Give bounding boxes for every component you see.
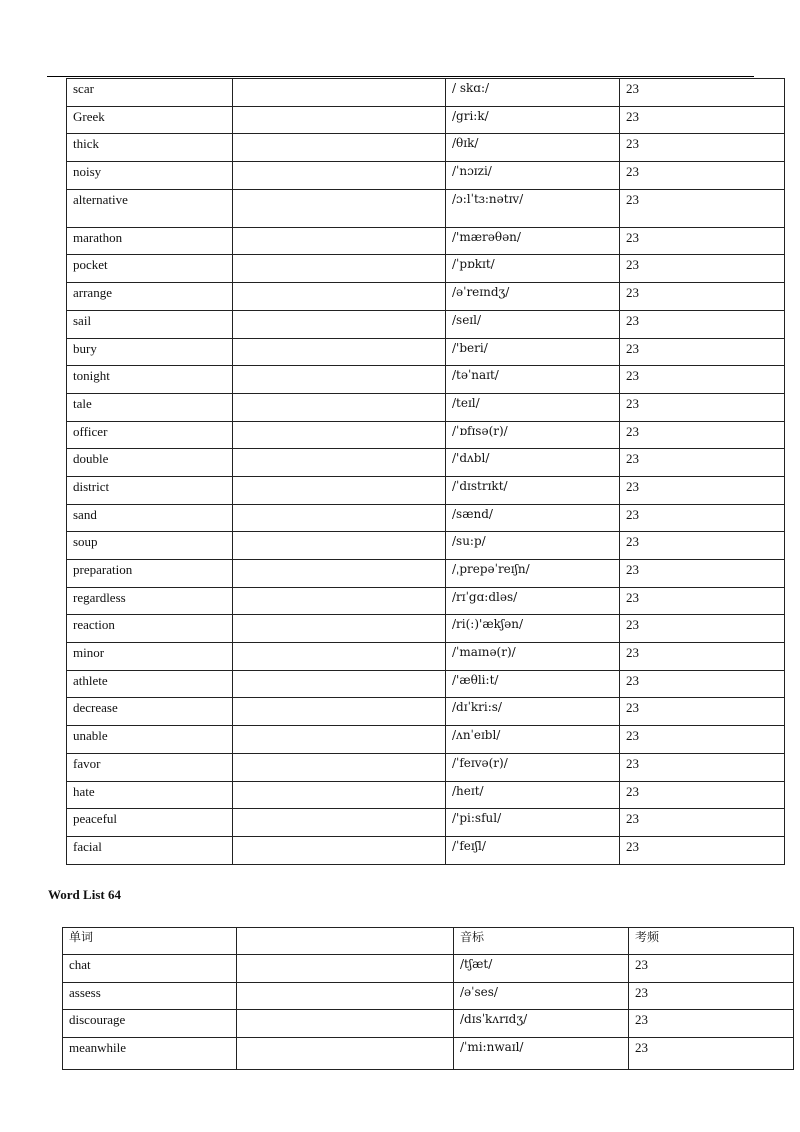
blank-cell: [233, 809, 446, 837]
phonetic-cell: /ˌprepəˈreɪʃn/: [446, 560, 620, 588]
word-cell: pocket: [67, 255, 233, 283]
blank-cell: [233, 338, 446, 366]
table-row: [63, 1010, 794, 1038]
word-cell: athlete: [67, 670, 233, 698]
word-cell: double: [67, 449, 233, 477]
blank-cell: [237, 955, 454, 983]
table-row: [67, 560, 785, 588]
frequency-cell: 23: [620, 836, 785, 864]
word-cell: tale: [67, 393, 233, 421]
table-row: [67, 134, 785, 162]
blank-cell: [233, 310, 446, 338]
table-row: [67, 255, 785, 283]
word-cell: tonight: [67, 366, 233, 394]
word-cell: district: [67, 476, 233, 504]
frequency-cell: 23: [620, 338, 785, 366]
frequency-cell: 23: [629, 982, 794, 1010]
phonetic-cell: /ʌnˈeɪbl/: [446, 726, 620, 754]
phonetic-cell: /təˈnaɪt/: [446, 366, 620, 394]
table-row: [67, 643, 785, 671]
frequency-cell: 23: [620, 504, 785, 532]
phonetic-cell: /ˈmaɪnə(r)/: [446, 643, 620, 671]
blank-cell: [237, 982, 454, 1010]
frequency-cell: 23: [620, 670, 785, 698]
phonetic-cell: /'pi:sful/: [446, 809, 620, 837]
phonetic-cell: /dɪsˈkʌrɪdʒ/: [454, 1010, 629, 1038]
table-row: [63, 982, 794, 1010]
word-cell: preparation: [67, 560, 233, 588]
table-row: [67, 310, 785, 338]
blank-cell: [233, 162, 446, 190]
phonetic-cell: /ɔ:lˈtɜ:nətɪv/: [446, 189, 620, 227]
blank-cell: [233, 366, 446, 394]
word-cell: assess: [63, 982, 237, 1010]
frequency-cell: 23: [620, 781, 785, 809]
table-row: [63, 955, 794, 983]
table-row: [67, 366, 785, 394]
table-row: [67, 753, 785, 781]
table-row: [67, 532, 785, 560]
phonetic-cell: /'beri/: [446, 338, 620, 366]
frequency-cell: 23: [620, 560, 785, 588]
word-cell: facial: [67, 836, 233, 864]
word-cell: alternative: [67, 189, 233, 227]
frequency-cell: 23: [620, 587, 785, 615]
frequency-cell: 23: [620, 134, 785, 162]
word-cell: bury: [67, 338, 233, 366]
blank-cell: [233, 449, 446, 477]
blank-cell: [233, 421, 446, 449]
frequency-cell: 23: [620, 753, 785, 781]
frequency-cell: 23: [620, 310, 785, 338]
table-row: [67, 79, 785, 107]
blank-cell: [233, 560, 446, 588]
blank-cell: [233, 670, 446, 698]
table-row: [67, 476, 785, 504]
blank-cell: [233, 698, 446, 726]
frequency-cell: 23: [620, 449, 785, 477]
blank-cell: [233, 227, 446, 255]
blank-cell: [237, 1037, 454, 1069]
frequency-cell: 23: [620, 366, 785, 394]
table-row: [67, 227, 785, 255]
frequency-cell: 23: [620, 283, 785, 311]
word-cell: soup: [67, 532, 233, 560]
header-phonetic: 音标: [454, 928, 629, 955]
table-row: [67, 615, 785, 643]
phonetic-cell: /teɪl/: [446, 393, 620, 421]
blank-cell: [233, 836, 446, 864]
phonetic-cell: /ˈnɔɪzi/: [446, 162, 620, 190]
table-row: [67, 106, 785, 134]
frequency-cell: 23: [620, 393, 785, 421]
blank-cell: [233, 781, 446, 809]
frequency-cell: 23: [620, 421, 785, 449]
phonetic-cell: /heɪt/: [446, 781, 620, 809]
frequency-cell: 23: [629, 1010, 794, 1038]
word-cell: discourage: [63, 1010, 237, 1038]
blank-cell: [237, 1010, 454, 1038]
table-row: [67, 781, 785, 809]
phonetic-cell: /su:p/: [446, 532, 620, 560]
phonetic-cell: /ˈmi:nwaɪl/: [454, 1037, 629, 1069]
word-list-title: Word List 64: [48, 887, 121, 902]
word-cell: hate: [67, 781, 233, 809]
table-row: [67, 726, 785, 754]
table-row: [67, 338, 785, 366]
blank-cell: [233, 643, 446, 671]
word-cell: scar: [67, 79, 233, 107]
phonetic-cell: /ˈfeɪvə(r)/: [446, 753, 620, 781]
frequency-cell: 23: [620, 809, 785, 837]
phonetic-cell: /ˈpɒkɪt/: [446, 255, 620, 283]
page-header-rule: [47, 76, 754, 77]
table-row: [67, 393, 785, 421]
blank-cell: [233, 532, 446, 560]
blank-cell: [233, 504, 446, 532]
frequency-cell: 23: [629, 1037, 794, 1069]
phonetic-cell: /ˈfeɪʃl/: [446, 836, 620, 864]
blank-cell: [233, 79, 446, 107]
phonetic-cell: /əˈreɪndʒ/: [446, 283, 620, 311]
frequency-cell: 23: [620, 189, 785, 227]
word-cell: regardless: [67, 587, 233, 615]
table-row: [67, 504, 785, 532]
blank-cell: [233, 255, 446, 283]
word-cell: marathon: [67, 227, 233, 255]
word-cell: unable: [67, 726, 233, 754]
phonetic-cell: /'mærəθən/: [446, 227, 620, 255]
phonetic-cell: /ˈɒfɪsə(r)/: [446, 421, 620, 449]
blank-cell: [233, 283, 446, 311]
phonetic-cell: /sænd/: [446, 504, 620, 532]
word-cell: sand: [67, 504, 233, 532]
phonetic-cell: /ˈdɪstrɪkt/: [446, 476, 620, 504]
table-row: [67, 449, 785, 477]
blank-cell: [233, 587, 446, 615]
word-cell: noisy: [67, 162, 233, 190]
word-cell: thick: [67, 134, 233, 162]
table-row: [67, 670, 785, 698]
word-cell: sail: [67, 310, 233, 338]
frequency-cell: 23: [620, 162, 785, 190]
phonetic-cell: /tʃæt/: [454, 955, 629, 983]
word-cell: meanwhile: [63, 1037, 237, 1069]
header-word: 单词: [63, 928, 237, 955]
word-cell: Greek: [67, 106, 233, 134]
blank-cell: [233, 106, 446, 134]
word-cell: minor: [67, 643, 233, 671]
table-row: [67, 162, 785, 190]
frequency-cell: 23: [620, 643, 785, 671]
frequency-cell: 23: [620, 476, 785, 504]
header-frequency: 考频: [629, 928, 794, 955]
word-table-continued: [66, 78, 785, 865]
frequency-cell: 23: [620, 255, 785, 283]
frequency-cell: 23: [620, 532, 785, 560]
frequency-cell: 23: [620, 227, 785, 255]
phonetic-cell: /rɪˈgɑ:dləs/: [446, 587, 620, 615]
word-cell: decrease: [67, 698, 233, 726]
phonetic-cell: / skɑ:/: [446, 79, 620, 107]
phonetic-cell: /'æθli:t/: [446, 670, 620, 698]
blank-cell: [233, 189, 446, 227]
table-row: [67, 587, 785, 615]
phonetic-cell: /gri:k/: [446, 106, 620, 134]
word-cell: officer: [67, 421, 233, 449]
phonetic-cell: /seɪl/: [446, 310, 620, 338]
blank-cell: [233, 753, 446, 781]
table-row: [67, 698, 785, 726]
frequency-cell: 23: [620, 106, 785, 134]
phonetic-cell: /əˈses/: [454, 982, 629, 1010]
table-row: [63, 1037, 794, 1069]
frequency-cell: 23: [620, 79, 785, 107]
blank-cell: [233, 726, 446, 754]
phonetic-cell: /θɪk/: [446, 134, 620, 162]
blank-cell: [233, 615, 446, 643]
table-row: [67, 283, 785, 311]
word-cell: favor: [67, 753, 233, 781]
phonetic-cell: /ri(:)'ækʃən/: [446, 615, 620, 643]
table-row: [67, 421, 785, 449]
blank-cell: [233, 134, 446, 162]
frequency-cell: 23: [620, 726, 785, 754]
blank-cell: [233, 393, 446, 421]
word-cell: arrange: [67, 283, 233, 311]
frequency-cell: 23: [629, 955, 794, 983]
frequency-cell: 23: [620, 615, 785, 643]
word-cell: reaction: [67, 615, 233, 643]
table-row: [67, 189, 785, 227]
word-table-64: [62, 927, 794, 1070]
word-cell: peaceful: [67, 809, 233, 837]
table-row: [67, 809, 785, 837]
phonetic-cell: /'dʌbl/: [446, 449, 620, 477]
frequency-cell: 23: [620, 698, 785, 726]
phonetic-cell: /dɪˈkri:s/: [446, 698, 620, 726]
blank-cell: [233, 476, 446, 504]
table-header-row: [63, 928, 794, 955]
header-blank: [237, 928, 454, 955]
table-row: [67, 836, 785, 864]
word-cell: chat: [63, 955, 237, 983]
